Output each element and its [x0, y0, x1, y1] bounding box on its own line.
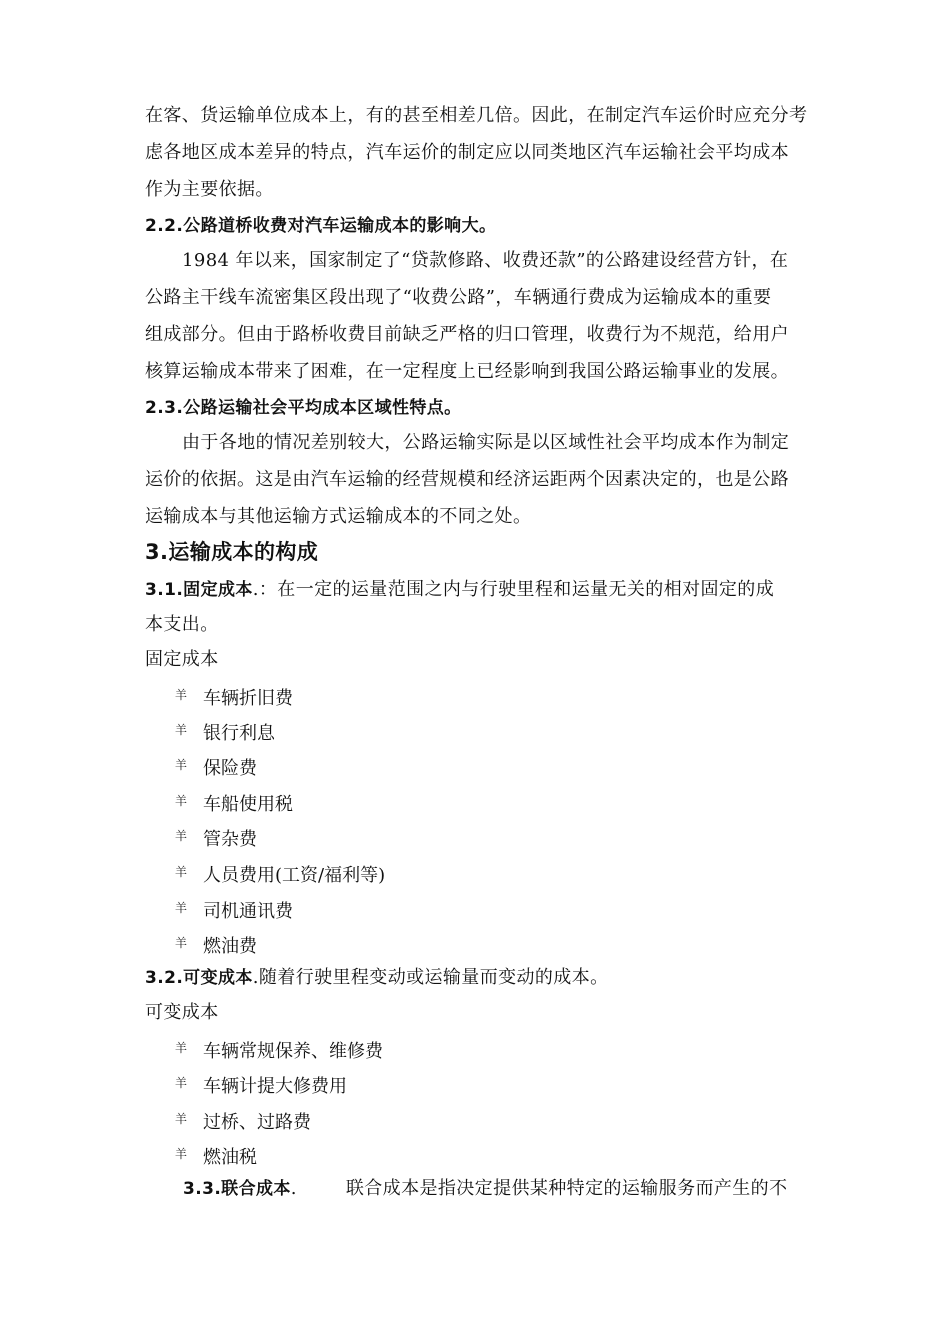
section-3-3-lead: 3.3.联合成本: [183, 1179, 291, 1199]
bullet-icon: 羊: [175, 1076, 188, 1090]
bullet-icon: 羊: [175, 1147, 188, 1161]
list-item-text: 车船使用税: [203, 794, 293, 815]
list-item: [175, 789, 293, 817]
list-item-text: 司机通讯费: [203, 901, 293, 922]
paragraph-2-line-1: 1984 年以来，国家制定了“贷款修路、收费还款”的公路建设经营方针，在: [182, 250, 789, 271]
variable-cost-list-title: 可变成本: [145, 1002, 219, 1023]
bullet-icon: 羊: [175, 936, 188, 950]
paragraph-3-line-3: 运输成本与其他运输方式运输成本的不同之处。: [145, 506, 532, 527]
section-3-3-text: . 联合成本是指决定提供某种特定的运输服务而产生的不: [290, 1178, 788, 1199]
list-item: [175, 683, 293, 711]
section-3-2-lead: 3.2.可变成本: [145, 968, 253, 988]
list-item-text: 过桥、过路费: [203, 1112, 311, 1133]
list-item: [175, 753, 257, 781]
paragraph-2-line-3: 组成部分。但由于路桥收费目前缺乏严格的归口管理，收费行为不规范，给用户: [145, 324, 789, 345]
paragraph-2-line-2: 公路主干线车流密集区段出现了“收费公路”，车辆通行费成为运输成本的重要: [145, 287, 772, 308]
list-item: [175, 824, 257, 852]
section-3-2-line-1: [145, 966, 609, 990]
paragraph-3-line-1: 由于各地的情况差别较大，公路运输实际是以区域性社会平均成本作为制定: [182, 432, 790, 453]
section-3-2-text: .随着行驶里程变动或运输量而变动的成本。: [252, 967, 609, 988]
paragraph-1-line-2: 虑各地区成本差异的特点，汽车运价的制定应以同类地区汽车运输社会平均成本: [145, 142, 789, 163]
paragraph-2-line-4: 核算运输成本带来了困难，在一定程度上已经影响到我国公路运输事业的发展。: [145, 361, 789, 382]
list-item: [175, 1036, 383, 1064]
paragraph-1-line-3: 作为主要依据。: [145, 179, 274, 200]
list-item-text: 燃油税: [203, 1147, 257, 1168]
bullet-icon: 羊: [175, 865, 188, 879]
section-3-1-line-2: 本支出。: [145, 614, 219, 635]
list-item-text: 燃油费: [203, 936, 257, 957]
paragraph-3-line-2: 运价的依据。这是由汽车运输的经营规模和经济运距两个因素决定的，也是公路: [145, 469, 789, 490]
list-item: [175, 1142, 257, 1170]
bullet-icon: 羊: [175, 758, 188, 772]
paragraph-1-line-1: 在客、货运输单位成本上，有的甚至相差几倍。因此，在制定汽车运价时应充分考: [145, 105, 808, 126]
list-item: [175, 718, 275, 746]
bullet-icon: 羊: [175, 901, 188, 915]
list-item-text: 保险费: [203, 758, 257, 779]
heading-2-2: 2.2.公路道桥收费对汽车运输成本的影响大。: [145, 216, 497, 236]
list-item: [175, 860, 385, 888]
list-item: [175, 1107, 311, 1135]
list-item: [175, 1071, 347, 1099]
bullet-icon: 羊: [175, 1112, 188, 1126]
section-3-3-line-1: [183, 1177, 787, 1201]
bullet-icon: 羊: [175, 688, 188, 702]
list-item-text: 银行利息: [203, 723, 275, 744]
bullet-icon: 羊: [175, 723, 188, 737]
bullet-icon: 羊: [175, 829, 188, 843]
bullet-icon: 羊: [175, 1041, 188, 1055]
list-item: [175, 896, 293, 924]
bullet-icon: 羊: [175, 794, 188, 808]
list-item-text: 车辆折旧费: [203, 688, 293, 709]
list-item-text: 车辆常规保养、维修费: [203, 1041, 383, 1062]
heading-2-3: 2.3.公路运输社会平均成本区域性特点。: [145, 398, 462, 418]
fixed-cost-list-title: 固定成本: [145, 649, 219, 670]
list-item-text: 人员费用(工资/福利等): [203, 865, 386, 886]
section-3-1-text: .：在一定的运量范围之内与行驶里程和运量无关的相对固定的成: [252, 579, 775, 600]
heading-3: 3.运输成本的构成: [145, 540, 319, 564]
section-3-1-line-1: [145, 578, 774, 602]
list-item-text: 管杂费: [203, 829, 257, 850]
list-item-text: 车辆计提大修费用: [203, 1076, 347, 1097]
section-3-1-lead: 3.1.固定成本: [145, 580, 253, 600]
list-item: [175, 931, 257, 959]
